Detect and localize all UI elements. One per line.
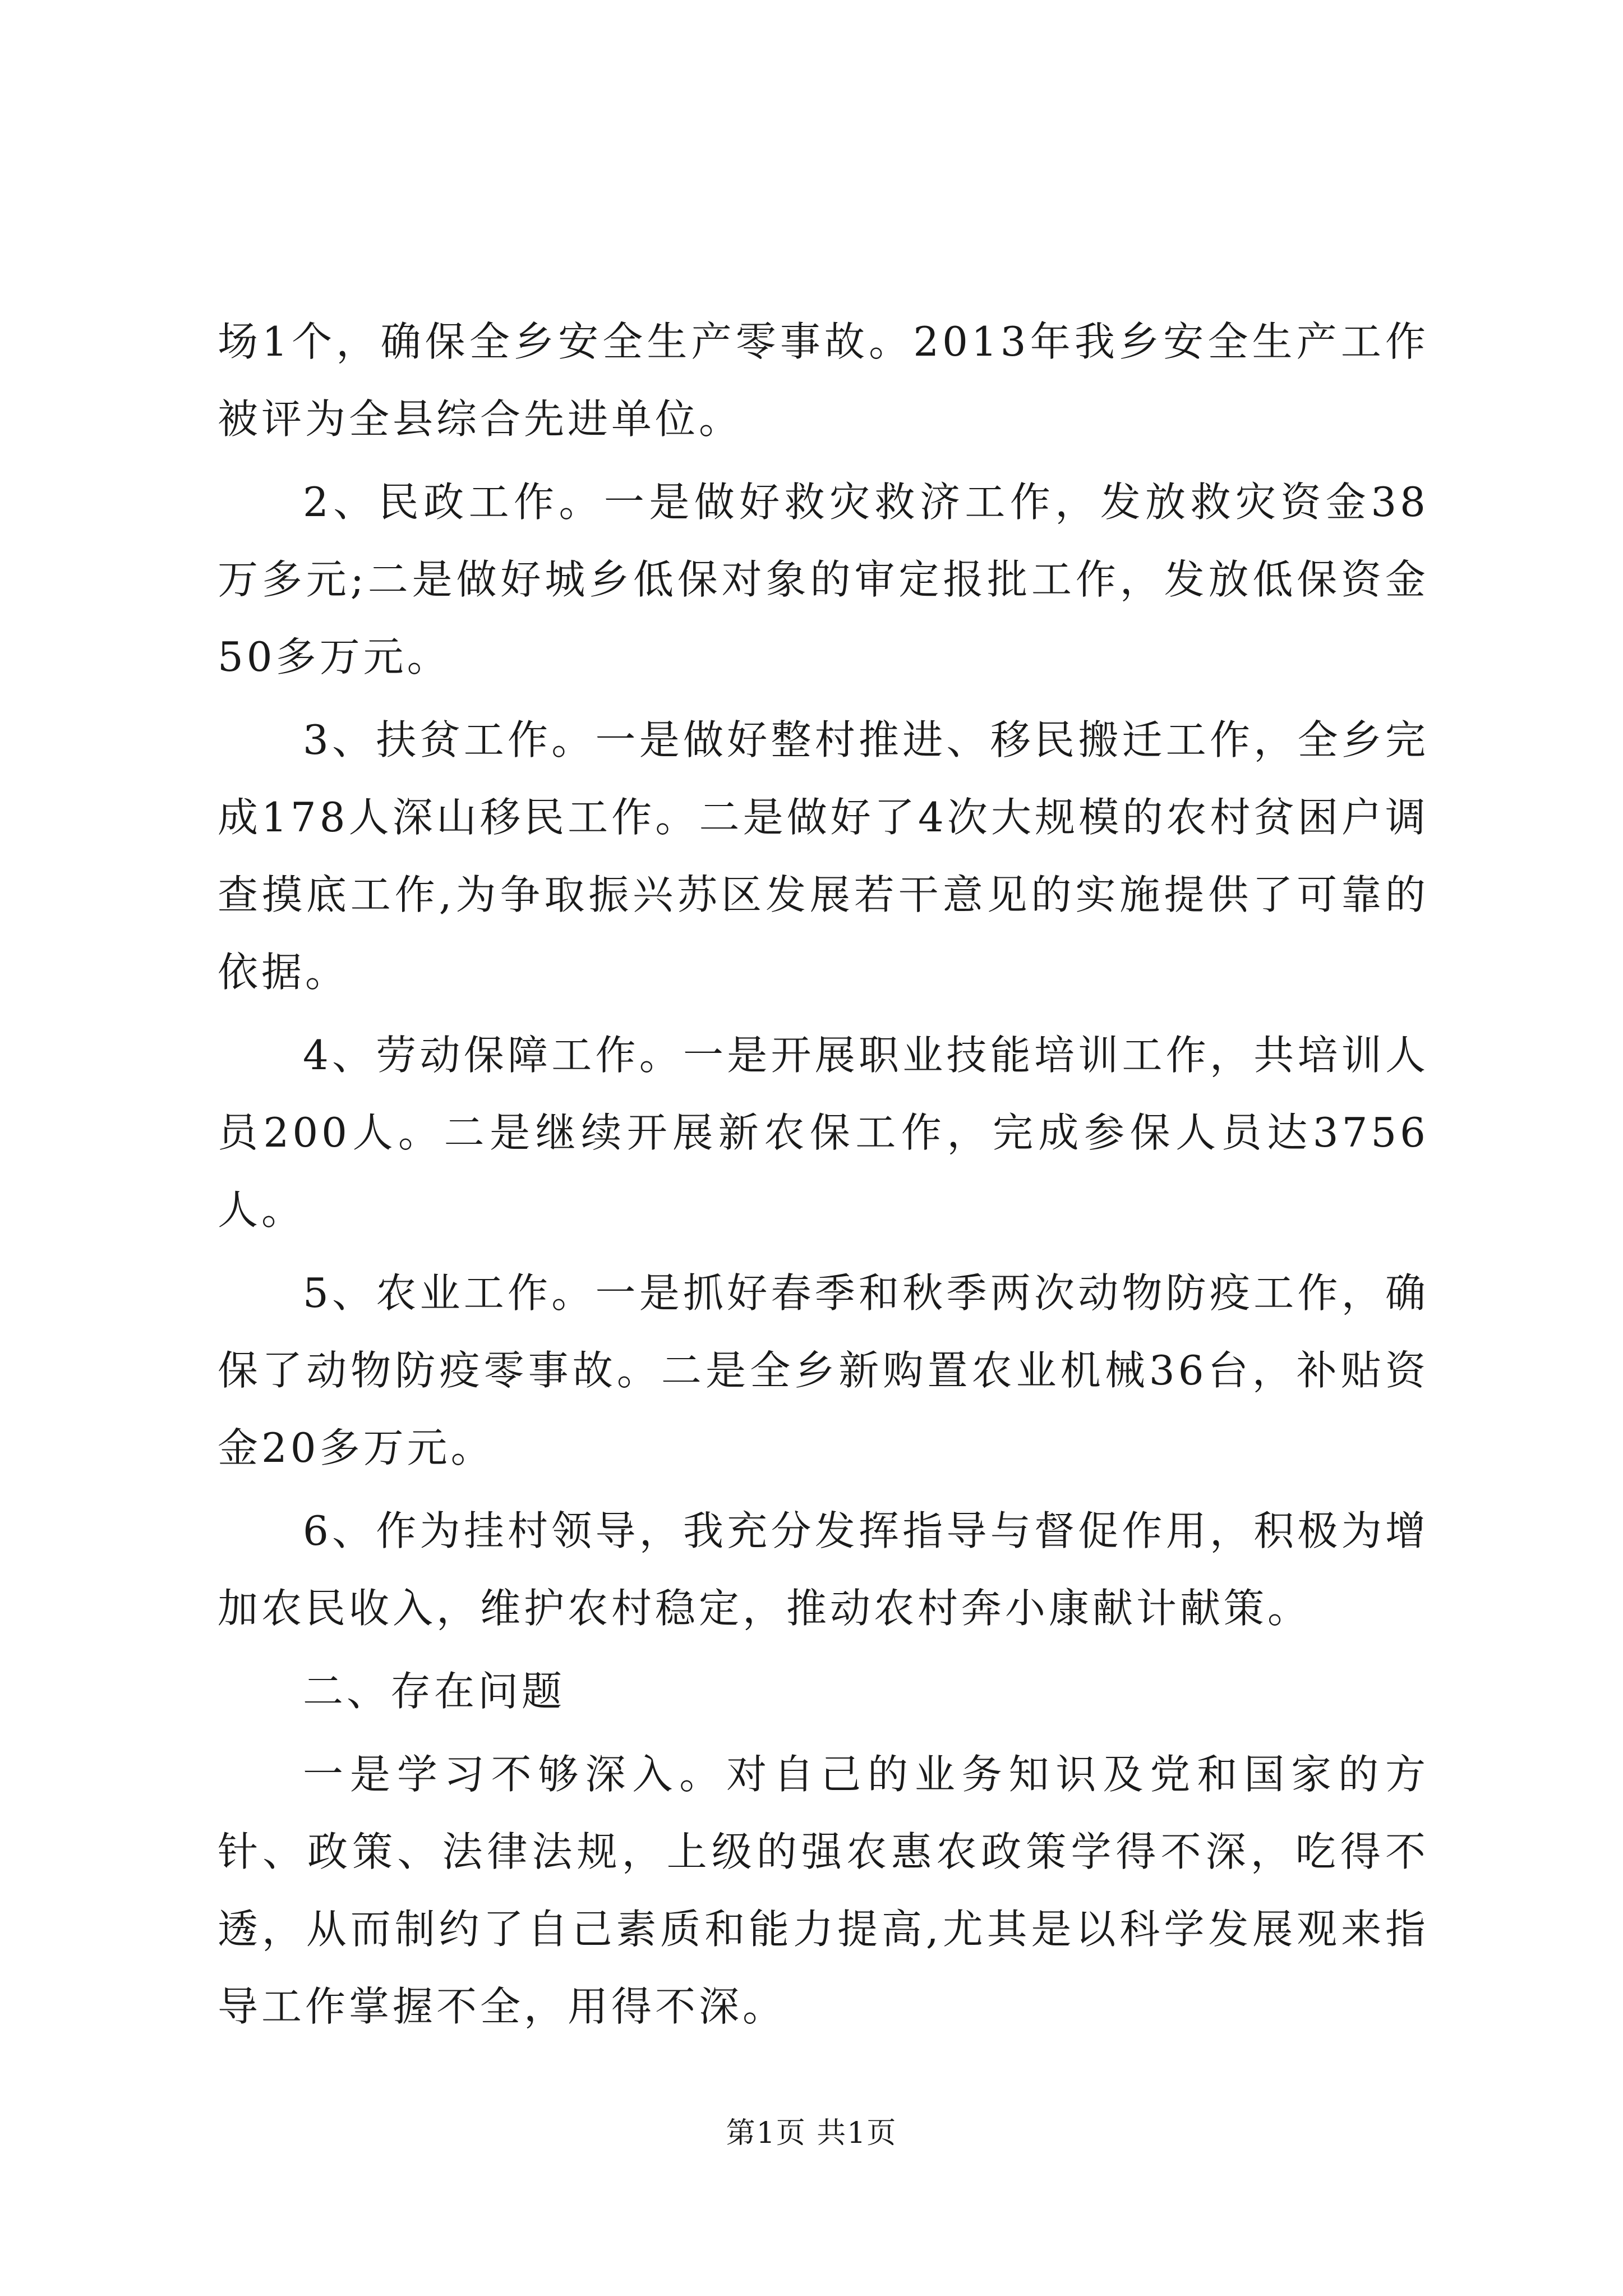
paragraph-7: 一是学习不够深入。对自己的业务知识及党和国家的方针、政策、法律法规，上级的强农惠农政策学得不深，吃得不透，从而制约了自己素质和能力提高,尤其是以科学发展观来指导工作掌握不全，用得不深。 [218,1751,1429,2030]
paragraph-1: 场1个，确保全乡安全生产零事故。2013年我乡安全生产工作被评为全县综合先进单位。 [218,318,1429,443]
document-body [218,303,1429,2045]
paragraph-6: 6、作为挂村领导，我充分发挥指导与督促作用，积极为增加农民收入，维护农村稳定，推动农村奔小康献计献策。 [218,1507,1429,1632]
page-footer: 第1页 共1页 [726,2116,897,2150]
paragraph-2: 2、民政工作。一是做好救灾救济工作，发放救灾资金38万多元;二是做好城乡低保对象的审定报批工作，发放低保资金50多万元。 [218,478,1429,680]
section-heading: 二、存在问题 [303,1668,566,1715]
paragraph-4: 4、劳动保障工作。一是开展职业技能培训工作，共培训人员200人。二是继续开展新农保工作，完成参保人员达3756人。 [218,1032,1429,1234]
paragraph-3: 3、扶贫工作。一是做好整村推进、移民搬迁工作，全乡完成178人深山移民工作。二是做好了4次大规模的农村贫困户调查摸底工作,为争取振兴苏区发展若干意见的实施提供了可靠的依据。 [218,716,1429,996]
paragraph-5: 5、农业工作。一是抓好春季和秋季两次动物防疫工作，确保了动物防疫零事故。二是全乡新购置农业机械36台，补贴资金20多万元。 [218,1269,1429,1471]
